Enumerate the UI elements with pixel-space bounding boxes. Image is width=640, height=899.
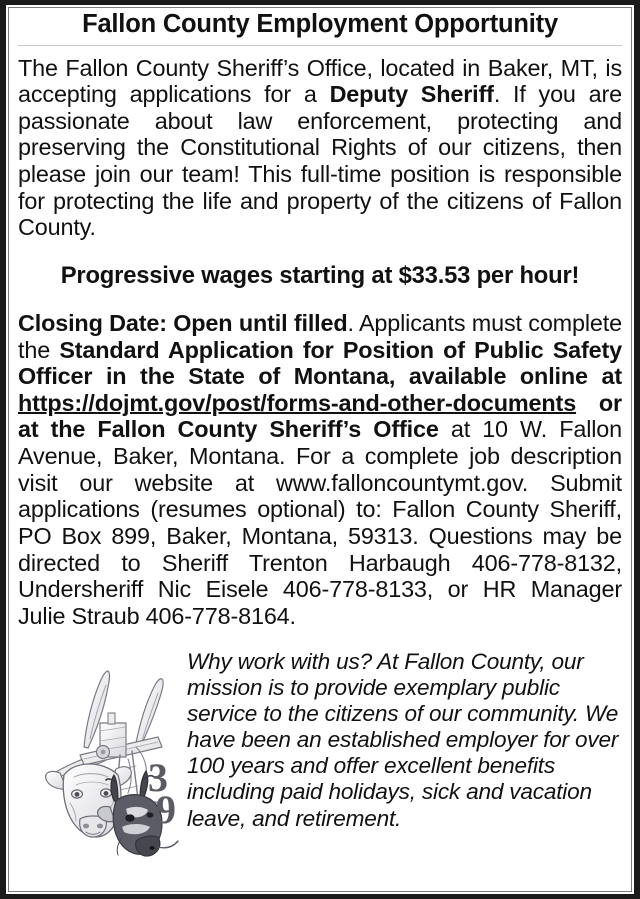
intro-paragraph <box>18 48 622 241</box>
county-website-text[interactable]: www.falloncountymt.gov <box>275 469 522 496</box>
logo-number-top: 3 <box>148 755 168 801</box>
closing-after-label: . Applicants must complete the <box>18 309 622 363</box>
ad-content <box>9 8 631 891</box>
logo-container <box>18 645 186 863</box>
office-address-text: at 10 W. Fallon Avenue, Baker, Montana. For a complete job description visit our website at <box>18 416 622 496</box>
title-box <box>18 8 622 46</box>
standard-application-bold: Standard Application for Position of Public Safety Officer in the State of Montana, available online at <box>18 336 622 390</box>
county-emblem-icon <box>40 651 186 863</box>
mission-statement: Why work with us? At Fallon County, our mission is to provide exemplary public service to the citizens of our community. We have been an established employer for over 100 years and offer excellent benefits including paid holidays, sick and vacation leave, and retirement. <box>187 649 619 831</box>
ad-inner-frame <box>8 7 632 892</box>
wages-line: Progressive wages starting at $33.53 per hour! <box>60 261 580 289</box>
intro-text-part1: The Fallon County Sheriff’s Office, located in Baker, MT, is accepting applications for a <box>18 54 622 108</box>
logo-number-bottom: 9 <box>156 787 176 833</box>
job-title-bold: Deputy Sheriff <box>329 81 494 108</box>
bottom-section <box>18 629 622 863</box>
application-form-url[interactable]: https://dojmt.gov/post/forms-and-other-documents <box>18 389 577 416</box>
page-title: Fallon County Employment Opportunity <box>82 10 558 38</box>
intro-text-part2: . If you are passionate about law enforcement, protecting and preserving the Constitutional Rights of our citizens, then please join our team! This full-time position is responsible for protecting the life and property of the citizens of Fallon County. <box>18 81 622 241</box>
closing-date-label: Closing Date: Open until filled <box>18 309 348 336</box>
sheriff-office-bold: or at the Fallon County Sheriff’s Office <box>18 389 622 443</box>
closing-paragraph <box>18 310 622 630</box>
submit-instructions-text: . Submit applications (resumes optional) to: Fallon County Sheriff, PO Box 899, Baker, Montana, 59313. Questions may be directed to Sheriff Trenton Harbaugh 406-778-8132, Undersheriff Nic Eisele 406-778-8133, or HR Manager Julie Straub 406-778-8164. <box>18 469 622 629</box>
